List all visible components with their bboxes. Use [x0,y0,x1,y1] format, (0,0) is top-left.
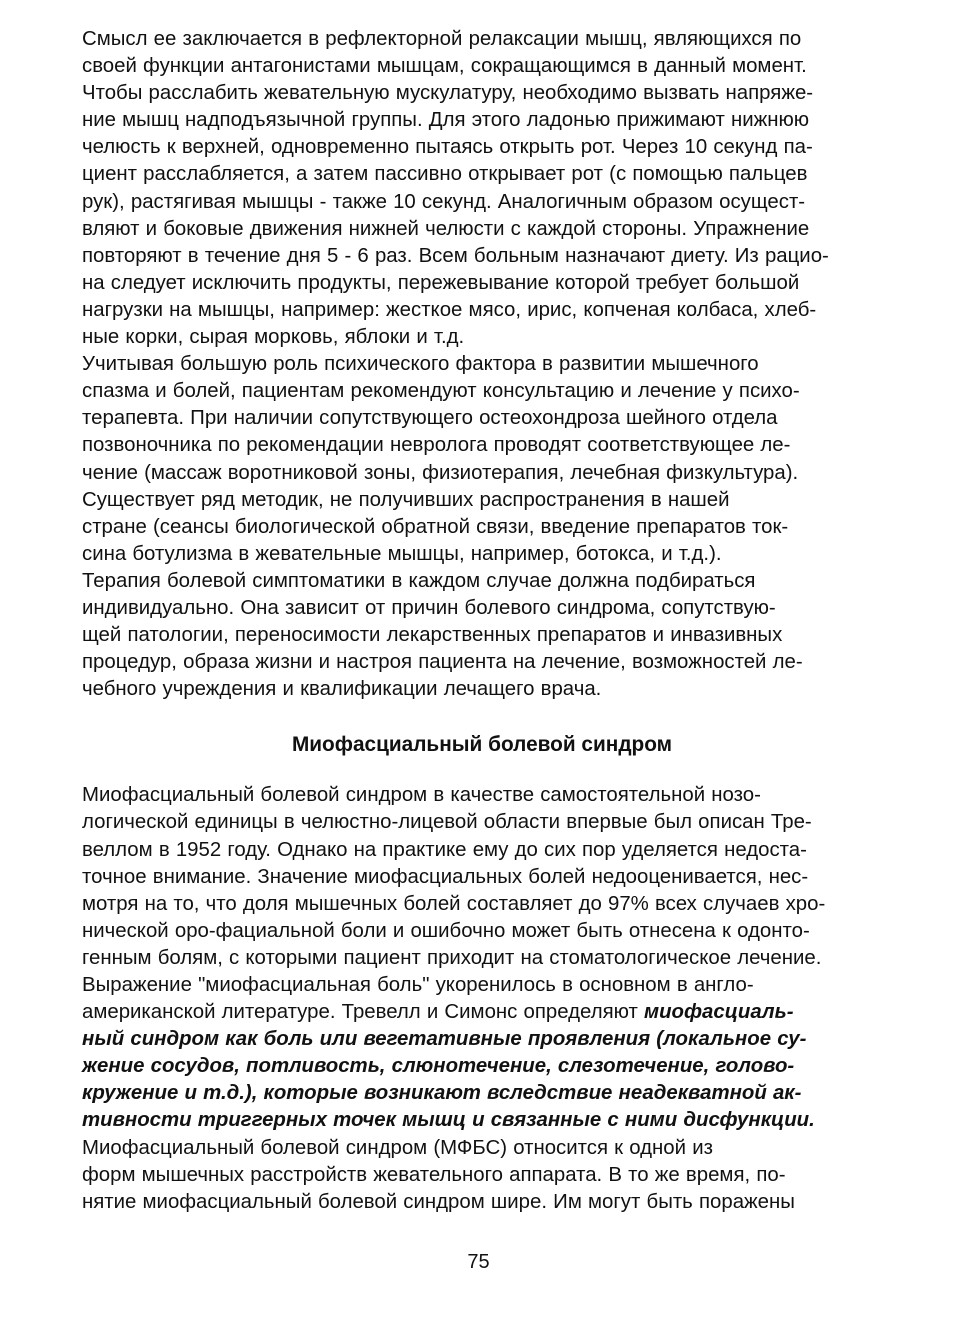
page-number: 75 [467,1251,490,1273]
paragraph-other-methods: Существует ряд методик, не получивших распространения в нашей стране (сеансы биологической обратной связи, введение препаратов ток- сина ботулизма в жевательные мышцы, например, ботокса, и т.д.). [82,488,789,565]
document-page [82,26,882,1216]
paragraph-relaxation: Смысл ее заключается в рефлекторной релаксации мышц, являющихся по своей функции антагонистами мышцам, сокращающимся в данный момент. Чтобы расслабить жевательную мускулатуру, необходимо вызвать напряже- ние мышц надподъязычной группы. Для этого ладонью прижимают нижнюю челюсть к верхней, одновременно пытаясь открыть рот. Через 10 секунд па- циент расслабляется, а затем пассивно открывает рот (с помощью пальцев рук), растягивая мышцы - также 10 секунд. Аналогичным образом осущест- вляют и боковые движения нижней челюсти с каждой стороны. Упражнение повторяют в течение дня 5 - 6 раз. Всем больным назначают диету. Из рацио- на следует исключить продукты, пережевывание которой требует большой нагрузки на мышцы, например: жесткое мясо, ирис, копченая колбаса, хлеб- ные корки, сырая морковь, яблоки и т.д. [82,28,829,349]
paragraph-therapy: Терапия болевой симптоматики в каждом случае должна подбираться индивидуально. Она зависит от причин болевого синдрома, сопутствую- щей патологии, переносимости лекарственных препаратов и инвазивных процедур, образа жизни и настроя пациента на лечение, возможностей ле- чебного учреждения и квалификации лечащего врача. [82,569,803,701]
paragraph-psychological-factor: Учитывая большую роль психического фактора в развитии мышечного спазма и болей, пациентам рекомендуют консультацию и лечение у психо- терапевта. При наличии сопутствующего остеохондроза шейного отдела позвоночника по рекомендации невролога проводят соответствующее ле- чение (массаж воротниковой зоны, физиотерапия, лечебная физкультура). [82,353,800,484]
paragraph-mfbs-intro: Миофасциальный болевой синдром в качестве самостоятельной нозо- логической единицы в челюстно-лицевой области впервые был описан Тре- веллом в 1952 году. Однако на практике ему до сих пор уделяется недоста- точное внимание. Значение миофасциальных болей недооценивается, нес- мотря на то, что доля мышечных болей составляет до 97% всех случаев хро- нической оро-фациальной боли и ошибочно может быть отнесена к одонто- генным болям, с которыми пациент приходит на стоматологическое лечение. [82,784,826,969]
definition-emphasis-text: миофасциаль- ный синдром как боль или вегетативные проявления (локальное су- жение сосудов, потливость, слюнотечение, слезотечение, голово- кружение и т.д.), которые возникают вследствие неадекватной ак- тивности триггерных точек мышц и связанные с ними дисфункции. [82,1001,815,1132]
paragraph-definition [82,972,882,1135]
paragraph-mfbs-forms: Миофасциальный болевой синдром (МФБС) относится к одной из форм мышечных расстройств жевательного аппарата. В то же время, по- нятие миофасциальный болевой синдром шире. Им могут быть поражены [82,1136,795,1213]
definition-plain-text: Выражение "миофасциальная боль" укоренилось в основном в англо- американской литературе. Тревелл и Симонс определяют [82,974,754,1024]
section-heading: Миофасциальный болевой синдром [291,733,673,757]
